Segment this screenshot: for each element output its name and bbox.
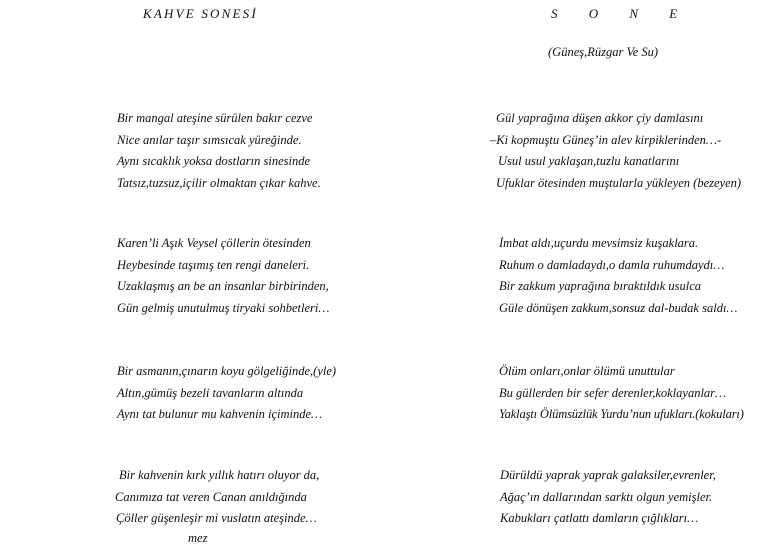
- poem-line: İmbat aldı,uçurdu mevsimsiz kuşaklara.: [499, 236, 699, 250]
- poem-line: Güle dönüşen zakkum,sonsuz dal-budak saldı…: [499, 300, 738, 315]
- poem-line: Uzaklaşmış an be an insanlar birbirinden,: [117, 279, 329, 293]
- poem-line: Ruhum o damladaydı,o damla ruhumdaydı…: [499, 257, 725, 272]
- poem-line: Karen’li Aşık Veysel çöllerin ötesinden: [117, 236, 311, 250]
- poem-line: Nice anılar taşır sımsıcak yüreğinde.: [117, 132, 302, 147]
- poem-line: Bir zakkum yaprağına bıraktıldık usulca: [499, 279, 702, 293]
- right-stanza-1: [490, 108, 742, 194]
- right-stanza-3: [499, 361, 744, 426]
- left-stanza-2: [117, 233, 330, 319]
- right-stanza-4: [500, 465, 716, 530]
- poem-line: Gün gelmiş unutulmuş tiryaki sohbetleri…: [117, 300, 330, 315]
- poem-line: Bir mangal ateşine sürülen bakır cezve: [117, 111, 313, 125]
- right-stanza-2: [499, 233, 738, 319]
- poem-line: Çöller güşenleşir mi vuslatın ateşinde…: [116, 511, 317, 525]
- poem-line: Aynı tat bulunur mu kahvenin içiminde…: [117, 407, 323, 421]
- poem-line: Ölüm onları,onlar ölümü unuttular: [499, 364, 675, 378]
- poem-line: Aynı sıcaklık yoksa dostların sinesinde: [117, 154, 311, 168]
- poem-line: Canımıza tat veren Canan anıldığında: [115, 489, 307, 504]
- poem-line: Yaklaştı Ölümsüzlük Yurdu’nun ufukları.(kokuları): [499, 407, 744, 421]
- poem-line: Kabukları çatlattı damların çığlıkları…: [500, 511, 699, 525]
- poem-line: Dürüldü yaprak yaprak galaksiler,evrenler,: [500, 468, 716, 482]
- poem-line: mez: [188, 530, 208, 545]
- poem-line: Usul usul yaklaşan,tuzlu kanatlarını: [498, 154, 680, 168]
- left-stanza-3: [117, 361, 336, 426]
- left-stanza-4: [116, 465, 319, 546]
- left-stanza-1: [117, 108, 321, 194]
- poem-line: Heybesinde taşımış ten rengi daneleri.: [117, 257, 310, 272]
- poem-line: Gül yaprağına düşen akkor çiy damlasını: [496, 111, 704, 125]
- poem-line: Bu güllerden bir sefer derenler,koklayanlar…: [499, 385, 727, 400]
- left-poem-title: KAHVE SONESİ: [143, 6, 258, 21]
- poem-line: Altın,gümüş bezeli tavanların altında: [117, 385, 304, 400]
- poem-line: Bir kahvenin kırk yıllık hatırı oluyor da,: [119, 468, 320, 482]
- right-poem-subtitle: (Güneş,Rüzgar Ve Su): [548, 45, 659, 59]
- poem-line: Ağaç’ın dallarından sarktı olgun yemişler.: [500, 489, 713, 504]
- poem-line: Ufuklar ötesinden muştularla yükleyen (bezeyen): [496, 175, 742, 190]
- poem-line: Tatsız,tuzsuz,içilir olmaktan çıkar kahve.: [117, 175, 321, 190]
- poem-line: Bir asmanın,çınarın koyu gölgeliğinde,(yle): [117, 364, 337, 378]
- poem-line: –Ki kopmuştu Güneş’in alev kirpiklerinden…-: [490, 132, 722, 147]
- right-poem-title: S O N E: [551, 6, 692, 21]
